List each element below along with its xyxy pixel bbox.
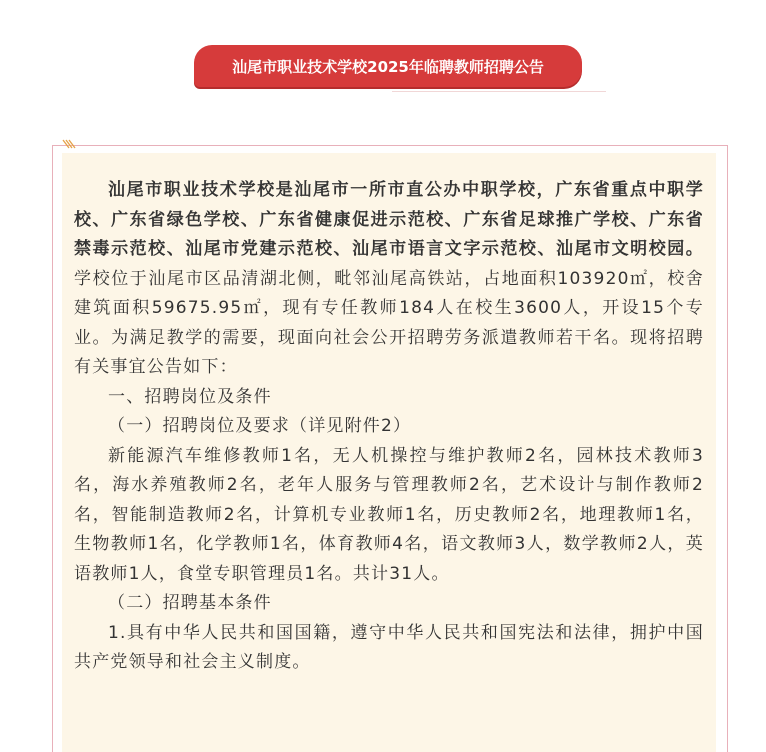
page-title: 汕尾市职业技术学校2025年临聘教师招聘公告 <box>232 57 544 76</box>
corner-stripes-icon <box>62 139 76 149</box>
subsection-heading-1: （一）招聘岗位及要求（详见附件2） <box>108 416 412 436</box>
article-body <box>74 176 704 678</box>
intro-paragraph <box>74 176 704 383</box>
positions-paragraph: 新能源汽车维修教师1名，无人机操控与维护教师2名，园林技术教师3名，海水养殖教师2名，老年人服务与管理教师2名，艺术设计与制作教师2名，智能制造教师2名，计算机专业教师1名，历史教师2名，地理教师1名，生物教师1名，化学教师1名，体育教师4名，语文教师3人，数学教师2人，英语教师1人，食堂专职管理员1名。共计31人。 <box>74 445 704 584</box>
title-underline <box>392 91 606 92</box>
section-heading-1: 一、招聘岗位及条件 <box>108 386 272 407</box>
intro-bold-text: 汕尾市职业技术学校是汕尾市一所市直公办中职学校，广东省重点中职学校、广东省绿色学校、广东省健康促进示范校、广东省足球推广学校、广东省禁毒示范校、汕尾市党建示范校、汕尾市语言文字示范校、汕尾市文明校园。 <box>74 180 704 259</box>
subsection-heading-2: （二）招聘基本条件 <box>108 593 272 613</box>
condition-1: 1.具有中华人民共和国国籍，遵守中华人民共和国宪法和法律，拥护中国共产党领导和社会主义制度。 <box>74 622 704 672</box>
intro-text: 学校位于汕尾市区品清湖北侧，毗邻汕尾高铁站，占地面积103920㎡，校舍建筑面积59675.95㎡，现有专任教师184人在校生3600人，开设15个专业。为满足教学的需要，现面向社会公开招聘劳务派遣教师若干名。现将招聘有关事宜公告如下： <box>74 268 704 377</box>
title-banner <box>194 45 582 87</box>
